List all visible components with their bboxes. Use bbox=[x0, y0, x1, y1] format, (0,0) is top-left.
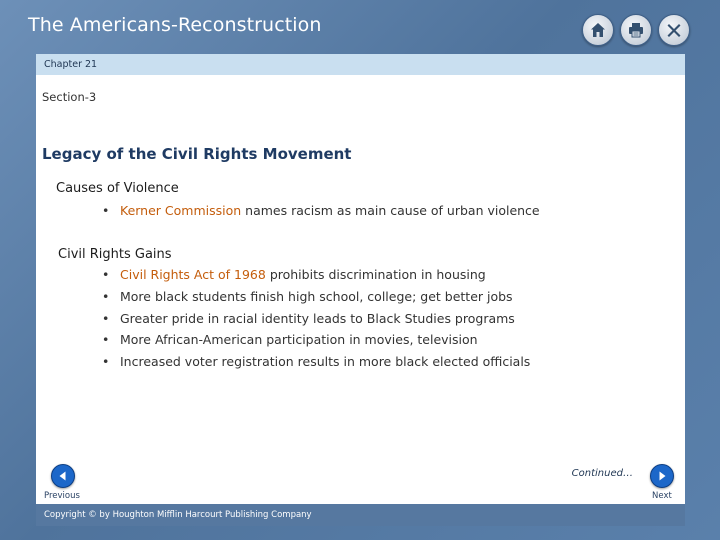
item-text: More black students finish high school, college; get better jobs bbox=[120, 288, 513, 304]
list-item bbox=[102, 286, 530, 308]
print-icon bbox=[627, 21, 645, 39]
list-item bbox=[102, 329, 530, 351]
item-text: names racism as main cause of urban violence bbox=[241, 203, 540, 218]
print-button[interactable] bbox=[620, 14, 652, 46]
item-text: prohibits discrimination in housing bbox=[265, 267, 486, 282]
close-icon bbox=[665, 21, 683, 39]
home-button[interactable] bbox=[582, 14, 614, 46]
item-text: Greater pride in racial identity leads to Black Studies programs bbox=[120, 310, 515, 326]
bullet-icon: • bbox=[102, 267, 110, 282]
chapter-bar bbox=[36, 54, 685, 75]
home-icon bbox=[589, 21, 607, 39]
arrow-right-icon bbox=[656, 470, 668, 482]
nav-icons bbox=[582, 14, 690, 46]
next-label[interactable]: Next bbox=[652, 491, 672, 501]
bullet-icon: • bbox=[102, 354, 110, 370]
list-item bbox=[102, 200, 540, 222]
previous-label[interactable]: Previous bbox=[44, 491, 80, 501]
bullet-icon: • bbox=[102, 288, 110, 304]
arrow-left-icon bbox=[57, 470, 69, 482]
copyright-text: Copyright © by Houghton Mifflin Harcourt Publishing Company bbox=[44, 510, 312, 520]
item-text: Increased voter registration results in more black elected officials bbox=[120, 354, 531, 370]
list-item bbox=[102, 308, 530, 330]
section-label: Section-3 bbox=[42, 90, 97, 104]
causes-heading: Causes of Violence bbox=[56, 181, 179, 196]
slide-heading: Legacy of the Civil Rights Movement bbox=[42, 145, 352, 163]
continued-label: Continued… bbox=[571, 468, 633, 479]
item-text: More African-American participation in movies, television bbox=[120, 332, 478, 348]
highlight-term: Kerner Commission bbox=[120, 203, 242, 218]
highlight-term: Civil Rights Act of 1968 bbox=[120, 267, 266, 282]
footer-bar bbox=[36, 504, 685, 526]
bullet-icon: • bbox=[102, 332, 110, 348]
causes-list bbox=[102, 200, 540, 222]
next-button[interactable] bbox=[650, 464, 674, 488]
previous-button[interactable] bbox=[51, 464, 75, 488]
chapter-label: Chapter 21 bbox=[44, 59, 98, 70]
list-item bbox=[102, 351, 530, 373]
app-title: The Americans-Reconstruction bbox=[28, 14, 322, 36]
bullet-icon: • bbox=[102, 203, 110, 218]
gains-list bbox=[102, 264, 530, 373]
bullet-icon: • bbox=[102, 310, 110, 326]
gains-heading: Civil Rights Gains bbox=[58, 247, 172, 262]
close-button[interactable] bbox=[658, 14, 690, 46]
list-item bbox=[102, 264, 530, 286]
slide-content bbox=[36, 75, 685, 504]
